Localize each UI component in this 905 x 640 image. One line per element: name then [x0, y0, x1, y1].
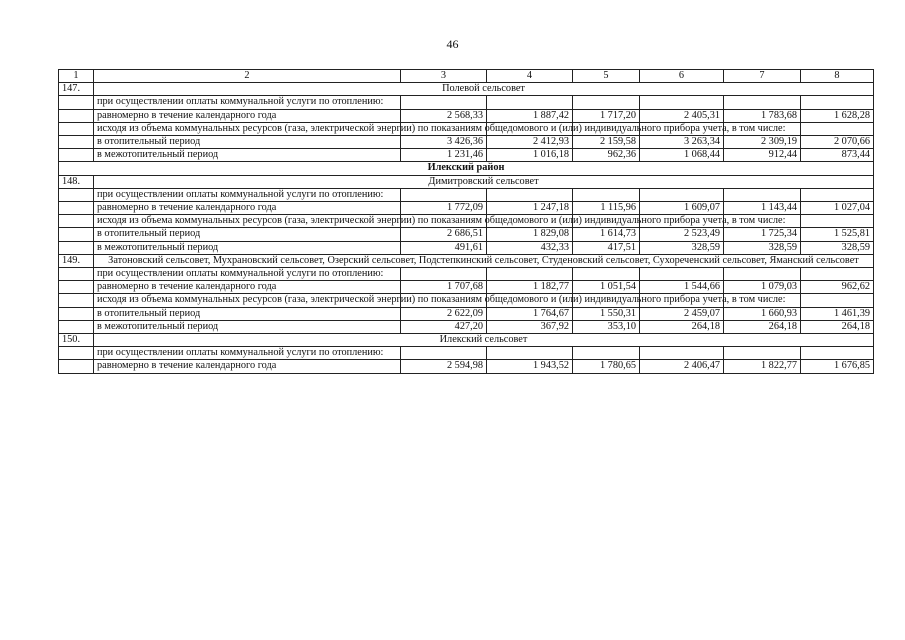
value-cell: 912,44	[724, 149, 801, 162]
row-label: равномерно в течение календарного года	[94, 360, 401, 373]
section-title-row	[59, 175, 874, 188]
nonheating-period-row	[59, 320, 874, 333]
heating-period-row	[59, 136, 874, 149]
empty-cell	[487, 347, 573, 360]
value-cell: 1 887,42	[487, 109, 573, 122]
empty-cell	[801, 188, 874, 201]
empty-cell	[59, 215, 94, 228]
empty-cell	[573, 96, 640, 109]
empty-cell	[801, 122, 874, 135]
row-label: при осуществлении оплаты коммунальной услуги по отоплению:	[94, 347, 401, 360]
empty-cell	[59, 188, 94, 201]
row-label: при осуществлении оплаты коммунальной услуги по отоплению:	[94, 96, 401, 109]
heating-period-row	[59, 228, 874, 241]
value-cell: 1 247,18	[487, 202, 573, 215]
value-cell: 1 609,07	[640, 202, 724, 215]
column-header: 7	[724, 70, 801, 83]
value-cell: 1 660,93	[724, 307, 801, 320]
row-label: в отопительный период	[94, 307, 401, 320]
resources-label-row	[59, 215, 874, 228]
row-label: в межотопительный период	[94, 241, 401, 254]
section-number: 148.	[59, 175, 94, 188]
value-cell: 1 707,68	[401, 281, 487, 294]
value-cell: 2 622,09	[401, 307, 487, 320]
value-cell: 1 772,09	[401, 202, 487, 215]
district-title: Илекский район	[59, 162, 874, 175]
value-cell: 2 568,33	[401, 109, 487, 122]
empty-cell	[401, 268, 487, 281]
empty-cell	[801, 347, 874, 360]
value-cell: 491,61	[401, 241, 487, 254]
value-cell: 264,18	[724, 320, 801, 333]
value-cell: 2 523,49	[640, 228, 724, 241]
value-cell: 264,18	[801, 320, 874, 333]
empty-cell	[724, 268, 801, 281]
payment-label-row	[59, 96, 874, 109]
value-cell: 962,62	[801, 281, 874, 294]
section-number: 147.	[59, 83, 94, 96]
row-label: в отопительный период	[94, 136, 401, 149]
page-number: 46	[446, 37, 459, 51]
column-header: 4	[487, 70, 573, 83]
value-cell: 3 426,36	[401, 136, 487, 149]
payment-label-row	[59, 188, 874, 201]
value-cell: 1 231,46	[401, 149, 487, 162]
value-cell: 264,18	[640, 320, 724, 333]
value-cell: 1 079,03	[724, 281, 801, 294]
resources-label-row	[59, 122, 874, 135]
value-cell: 1 676,85	[801, 360, 874, 373]
value-cell: 2 686,51	[401, 228, 487, 241]
column-header: 8	[801, 70, 874, 83]
section-number: 149.	[59, 254, 94, 267]
value-cell: 1 027,04	[801, 202, 874, 215]
empty-cell	[640, 188, 724, 201]
section-title-row	[59, 254, 874, 267]
row-label: в межотопительный период	[94, 320, 401, 333]
empty-cell	[724, 188, 801, 201]
value-cell: 1 051,54	[573, 281, 640, 294]
empty-cell	[59, 281, 94, 294]
section-title: Димитровский сельсовет	[94, 175, 874, 188]
value-cell: 962,36	[573, 149, 640, 162]
value-cell: 1 829,08	[487, 228, 573, 241]
section-title-row	[59, 83, 874, 96]
empty-cell	[59, 122, 94, 135]
empty-cell	[801, 294, 874, 307]
value-cell: 1 550,31	[573, 307, 640, 320]
empty-cell	[59, 202, 94, 215]
resources-label-row	[59, 294, 874, 307]
table-body	[59, 70, 874, 374]
row-label: равномерно в течение календарного года	[94, 202, 401, 215]
empty-cell	[487, 268, 573, 281]
row-label: в отопительный период	[94, 228, 401, 241]
value-cell: 328,59	[801, 241, 874, 254]
value-cell: 2 309,19	[724, 136, 801, 149]
evenly-row	[59, 109, 874, 122]
section-title: Илекский сельсовет	[94, 334, 874, 347]
row-label: исходя из объема коммунальных ресурсов (газа, электрической энергии) по показаниям общедомового и (или) индивидуального прибора учета, в том числе:	[94, 215, 401, 228]
header-row	[59, 70, 874, 83]
empty-cell	[401, 188, 487, 201]
value-cell: 1 725,34	[724, 228, 801, 241]
value-cell: 1 783,68	[724, 109, 801, 122]
empty-cell	[59, 241, 94, 254]
value-cell: 1 628,28	[801, 109, 874, 122]
value-cell: 1 717,20	[573, 109, 640, 122]
column-header: 2	[94, 70, 401, 83]
value-cell: 1 780,65	[573, 360, 640, 373]
empty-cell	[573, 188, 640, 201]
value-cell: 328,59	[640, 241, 724, 254]
empty-cell	[59, 149, 94, 162]
empty-cell	[59, 96, 94, 109]
value-cell: 1 822,77	[724, 360, 801, 373]
empty-cell	[573, 347, 640, 360]
empty-cell	[401, 347, 487, 360]
payment-label-row	[59, 268, 874, 281]
section-title-row	[59, 334, 874, 347]
column-header: 5	[573, 70, 640, 83]
value-cell: 2 405,31	[640, 109, 724, 122]
value-cell: 1 143,44	[724, 202, 801, 215]
nonheating-period-row	[59, 241, 874, 254]
empty-cell	[801, 268, 874, 281]
row-label: равномерно в течение календарного года	[94, 281, 401, 294]
value-cell: 1 115,96	[573, 202, 640, 215]
value-cell: 427,20	[401, 320, 487, 333]
heating-period-row	[59, 307, 874, 320]
empty-cell	[401, 96, 487, 109]
value-cell: 417,51	[573, 241, 640, 254]
payment-label-row	[59, 347, 874, 360]
empty-cell	[487, 188, 573, 201]
value-cell: 1 461,39	[801, 307, 874, 320]
empty-cell	[59, 268, 94, 281]
empty-cell	[59, 136, 94, 149]
empty-cell	[640, 347, 724, 360]
evenly-row	[59, 281, 874, 294]
row-label: исходя из объема коммунальных ресурсов (газа, электрической энергии) по показаниям общедомового и (или) индивидуального прибора учета, в том числе:	[94, 294, 401, 307]
tariff-table	[58, 69, 874, 374]
column-header: 3	[401, 70, 487, 83]
value-cell: 1 764,67	[487, 307, 573, 320]
section-title: Полевой сельсовет	[94, 83, 874, 96]
value-cell: 2 159,58	[573, 136, 640, 149]
value-cell: 2 070,66	[801, 136, 874, 149]
value-cell: 367,92	[487, 320, 573, 333]
value-cell: 2 406,47	[640, 360, 724, 373]
empty-cell	[59, 294, 94, 307]
empty-cell	[59, 307, 94, 320]
row-label: исходя из объема коммунальных ресурсов (газа, электрической энергии) по показаниям общедомового и (или) индивидуального прибора учета, в том числе:	[94, 122, 401, 135]
value-cell: 1 016,18	[487, 149, 573, 162]
evenly-row	[59, 202, 874, 215]
evenly-row	[59, 360, 874, 373]
district-row	[59, 162, 874, 175]
empty-cell	[59, 360, 94, 373]
section-title: Затоновский сельсовет, Мухрановский сельсовет, Озерский сельсовет, Подстепкинский сельсовет, Студеновский сельсовет, Сухореченский сельсовет, Яманский сельсовет	[94, 254, 874, 267]
row-label: при осуществлении оплаты коммунальной услуги по отоплению:	[94, 268, 401, 281]
empty-cell	[573, 268, 640, 281]
column-header: 6	[640, 70, 724, 83]
column-header: 1	[59, 70, 94, 83]
empty-cell	[640, 268, 724, 281]
empty-cell	[724, 96, 801, 109]
empty-cell	[724, 347, 801, 360]
empty-cell	[59, 347, 94, 360]
value-cell: 432,33	[487, 241, 573, 254]
value-cell: 2 459,07	[640, 307, 724, 320]
value-cell: 1 544,66	[640, 281, 724, 294]
empty-cell	[59, 320, 94, 333]
empty-cell	[487, 96, 573, 109]
value-cell: 3 263,34	[640, 136, 724, 149]
value-cell: 2 594,98	[401, 360, 487, 373]
value-cell: 353,10	[573, 320, 640, 333]
value-cell: 873,44	[801, 149, 874, 162]
value-cell: 1 943,52	[487, 360, 573, 373]
row-label: в межотопительный период	[94, 149, 401, 162]
empty-cell	[640, 96, 724, 109]
value-cell: 1 614,73	[573, 228, 640, 241]
value-cell: 1 182,77	[487, 281, 573, 294]
empty-cell	[59, 109, 94, 122]
value-cell: 1 525,81	[801, 228, 874, 241]
nonheating-period-row	[59, 149, 874, 162]
row-label: равномерно в течение календарного года	[94, 109, 401, 122]
value-cell: 328,59	[724, 241, 801, 254]
row-label: при осуществлении оплаты коммунальной услуги по отоплению:	[94, 188, 401, 201]
value-cell: 2 412,93	[487, 136, 573, 149]
empty-cell	[801, 96, 874, 109]
section-number: 150.	[59, 334, 94, 347]
empty-cell	[59, 228, 94, 241]
empty-cell	[801, 215, 874, 228]
value-cell: 1 068,44	[640, 149, 724, 162]
